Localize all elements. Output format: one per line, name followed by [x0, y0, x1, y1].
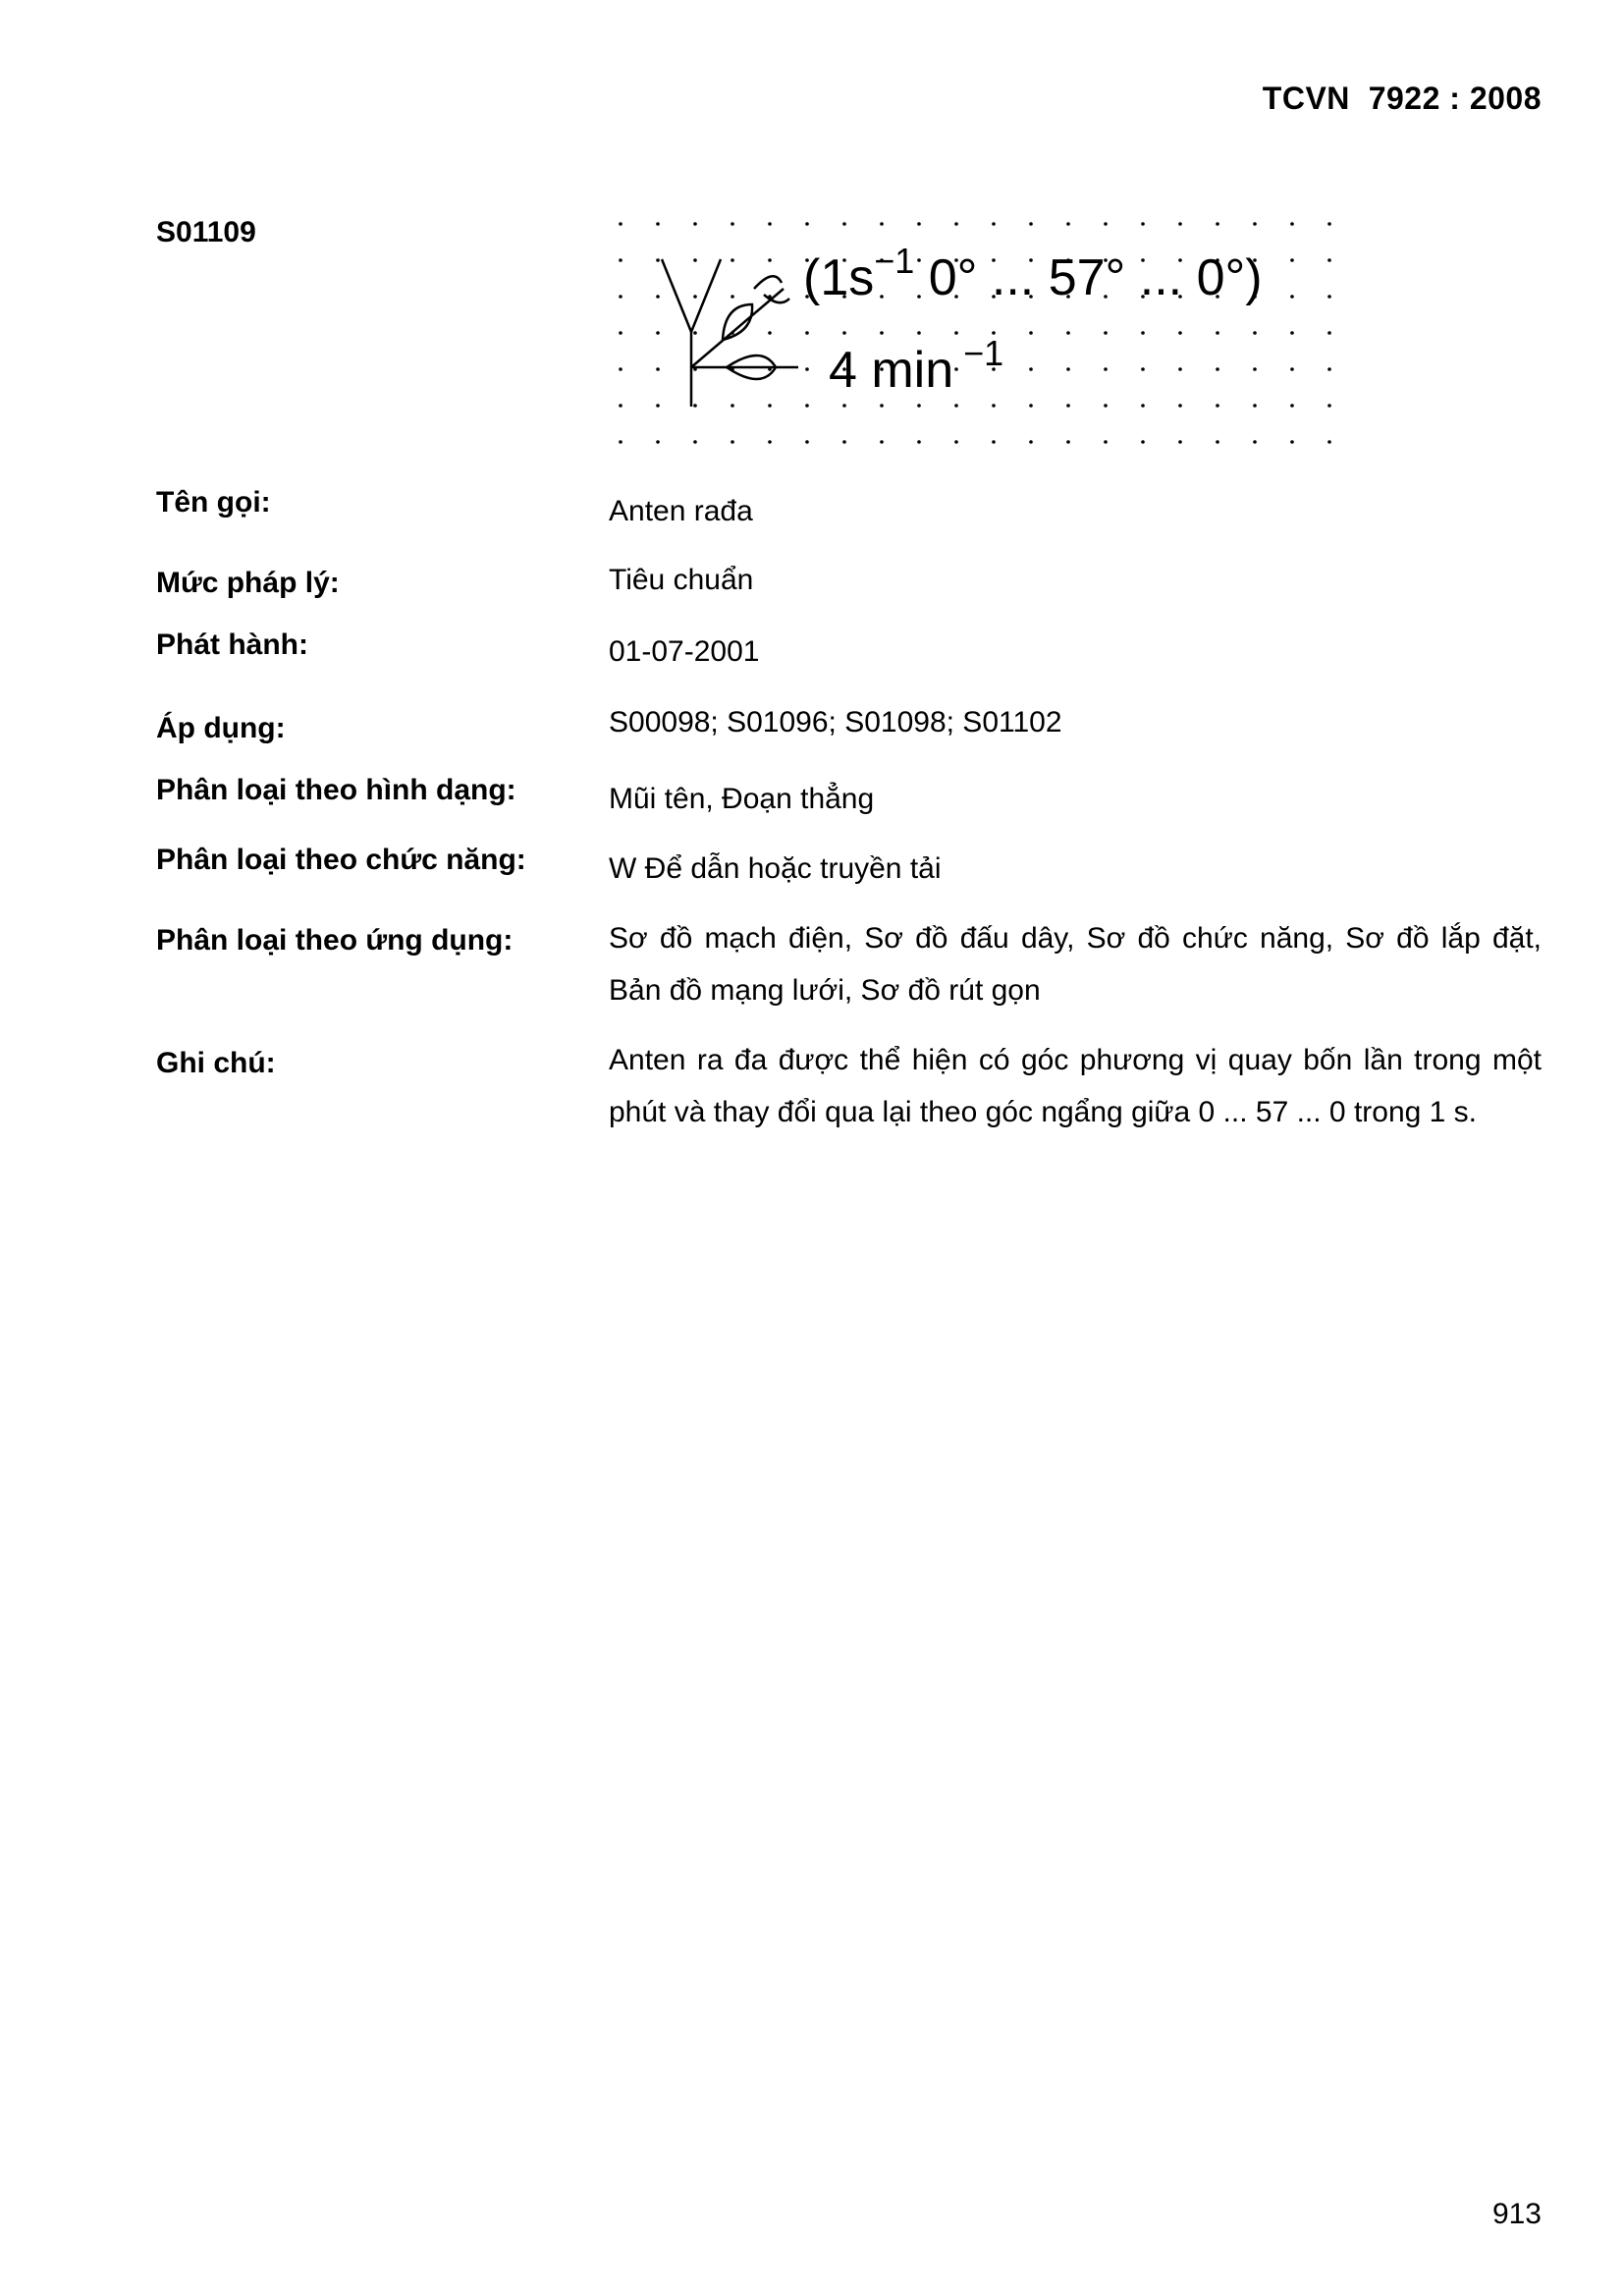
grid-dot [1066, 331, 1070, 335]
grid-dot [731, 404, 734, 408]
grid-dot [842, 331, 846, 335]
grid-dot [1216, 440, 1219, 444]
svg-text:(1s−1 0° ... 57° ... 0°) [803, 241, 1263, 306]
grid-dot [656, 222, 660, 226]
grid-dot [693, 295, 697, 299]
grid-dot [693, 404, 697, 408]
grid-dot [731, 440, 734, 444]
grid-dot [954, 404, 958, 408]
grid-dot [768, 331, 772, 335]
grid-dot [693, 222, 697, 226]
grid-dot [1216, 404, 1219, 408]
grid-dot [619, 222, 623, 226]
grid-dot [1029, 367, 1033, 371]
grid-dot [954, 367, 958, 371]
grid-dot [842, 222, 846, 226]
grid-dot [1104, 331, 1108, 335]
grid-dot [1290, 440, 1294, 444]
grid-dot [1216, 367, 1219, 371]
grid-dot [1327, 222, 1331, 226]
grid-dot [992, 404, 996, 408]
rotation-exponent: −1 [963, 333, 1004, 373]
grid-dot [731, 222, 734, 226]
grid-dot [1178, 440, 1182, 444]
grid-dot [1290, 295, 1294, 299]
grid-dot [619, 440, 623, 444]
grid-dot [731, 295, 734, 299]
grid-dot [656, 295, 660, 299]
value-note: Anten ra đa được thể hiện có góc phương vị quay bốn lần trong một phút và thay đổi qua lại theo góc ngẩng giữa 0 ... 57 ... 0 trong 1 s. [609, 1044, 1542, 1128]
grid-dot [693, 331, 697, 335]
grid-dot [917, 331, 921, 335]
grid-dot [954, 222, 958, 226]
grid-dot [1327, 331, 1331, 335]
label-application: Phân loại theo ứng dụng: [156, 924, 514, 957]
grid-dot [1216, 331, 1219, 335]
grid-dot [1066, 367, 1070, 371]
label-note: Ghi chú: [156, 1047, 276, 1079]
grid-dot [1290, 367, 1294, 371]
label-legal: Mức pháp lý: [156, 567, 340, 599]
grid-dot [1290, 258, 1294, 262]
grid-dot [1104, 367, 1108, 371]
grid-dot [768, 440, 772, 444]
grid-dot [954, 331, 958, 335]
grid-dot [1290, 222, 1294, 226]
label-applies: Áp dụng: [156, 712, 286, 744]
grid-dot [1327, 295, 1331, 299]
elevation-label: (1s [803, 249, 875, 306]
grid-dot [731, 258, 734, 262]
grid-dot [805, 331, 809, 335]
grid-dot [656, 404, 660, 408]
symbol-code: S01109 [156, 216, 256, 248]
grid-dot [656, 331, 660, 335]
grid-dot [656, 440, 660, 444]
value-application: Sơ đồ mạch điện, Sơ đồ đấu dây, Sơ đồ chức năng, Sơ đồ lắp đặt, Bản đồ mạng lưới, Sơ đồ rút gọn [609, 922, 1542, 1007]
grid-dot [992, 440, 996, 444]
grid-dot [1290, 404, 1294, 408]
grid-dot [805, 222, 809, 226]
grid-dot [880, 440, 884, 444]
grid-dot [842, 440, 846, 444]
grid-dot [1029, 440, 1033, 444]
grid-dot [1327, 440, 1331, 444]
grid-dot [1290, 331, 1294, 335]
grid-dot [1104, 222, 1108, 226]
grid-dot [656, 367, 660, 371]
grid-dot [768, 404, 772, 408]
grid-dot [768, 222, 772, 226]
grid-dot [1253, 404, 1257, 408]
grid-dot [880, 404, 884, 408]
grid-dot [1029, 222, 1033, 226]
grid-dot [917, 404, 921, 408]
value-shape: Mũi tên, Đoạn thẳng [609, 783, 875, 815]
grid-dot [880, 295, 884, 299]
grid-dot [619, 331, 623, 335]
label-name: Tên gọi: [156, 486, 271, 519]
page-number: 913 [1491, 2198, 1542, 2230]
grid-dot [1178, 331, 1182, 335]
grid-dot [1104, 404, 1108, 408]
grid-dot [656, 258, 660, 262]
grid-dot [619, 258, 623, 262]
grid-dot [954, 440, 958, 444]
grid-dot [693, 440, 697, 444]
grid-dot [1104, 440, 1108, 444]
grid-dot [768, 258, 772, 262]
grid-dot [693, 258, 697, 262]
grid-dot [917, 222, 921, 226]
grid-dot [992, 222, 996, 226]
elevation-range: 0° ... 57° ... 0°) [914, 249, 1263, 306]
label-function: Phân loại theo chức năng: [156, 844, 526, 876]
grid-dot [1066, 440, 1070, 444]
grid-dot [880, 331, 884, 335]
grid-dot [917, 440, 921, 444]
grid-dot [1178, 367, 1182, 371]
grid-dot [619, 295, 623, 299]
grid-dot [880, 222, 884, 226]
grid-dot [1216, 222, 1219, 226]
grid-dot [1029, 331, 1033, 335]
rotation-label: 4 min [829, 342, 954, 399]
label-issued: Phát hành: [156, 629, 308, 661]
grid-dot [619, 367, 623, 371]
label-shape: Phân loại theo hình dạng: [156, 774, 516, 806]
grid-dot [1141, 404, 1145, 408]
svg-text:4 min−1 [829, 333, 1003, 399]
grid-dot [1029, 404, 1033, 408]
grid-dot [1253, 331, 1257, 335]
grid-dot [805, 404, 809, 408]
grid-dot [805, 367, 809, 371]
grid-dot [619, 404, 623, 408]
grid-dot [1141, 222, 1145, 226]
grid-dot [1141, 440, 1145, 444]
grid-dot [1327, 258, 1331, 262]
grid-dot [1066, 404, 1070, 408]
grid-dot [1253, 367, 1257, 371]
grid-dot [1253, 222, 1257, 226]
grid-dot [1253, 440, 1257, 444]
value-name: Anten rađa [609, 495, 753, 527]
grid-dot [1327, 404, 1331, 408]
value-issued: 01-07-2001 [609, 635, 760, 668]
value-legal: Tiêu chuẩn [609, 564, 754, 596]
grid-dot [805, 440, 809, 444]
grid-dot [1178, 222, 1182, 226]
grid-dot [1178, 404, 1182, 408]
elevation-exponent: −1 [874, 241, 915, 281]
standard-number: TCVN 7922 : 2008 [1262, 81, 1542, 116]
grid-dot [842, 404, 846, 408]
grid-dot [1327, 367, 1331, 371]
grid-dot [1066, 222, 1070, 226]
grid-dot [1141, 331, 1145, 335]
value-applies: S00098; S01096; S01098; S01102 [609, 706, 1062, 738]
value-function: W Để dẫn hoặc truyền tải [609, 852, 942, 885]
radar-antenna-symbol-icon [607, 210, 1353, 452]
grid-dot [1141, 367, 1145, 371]
